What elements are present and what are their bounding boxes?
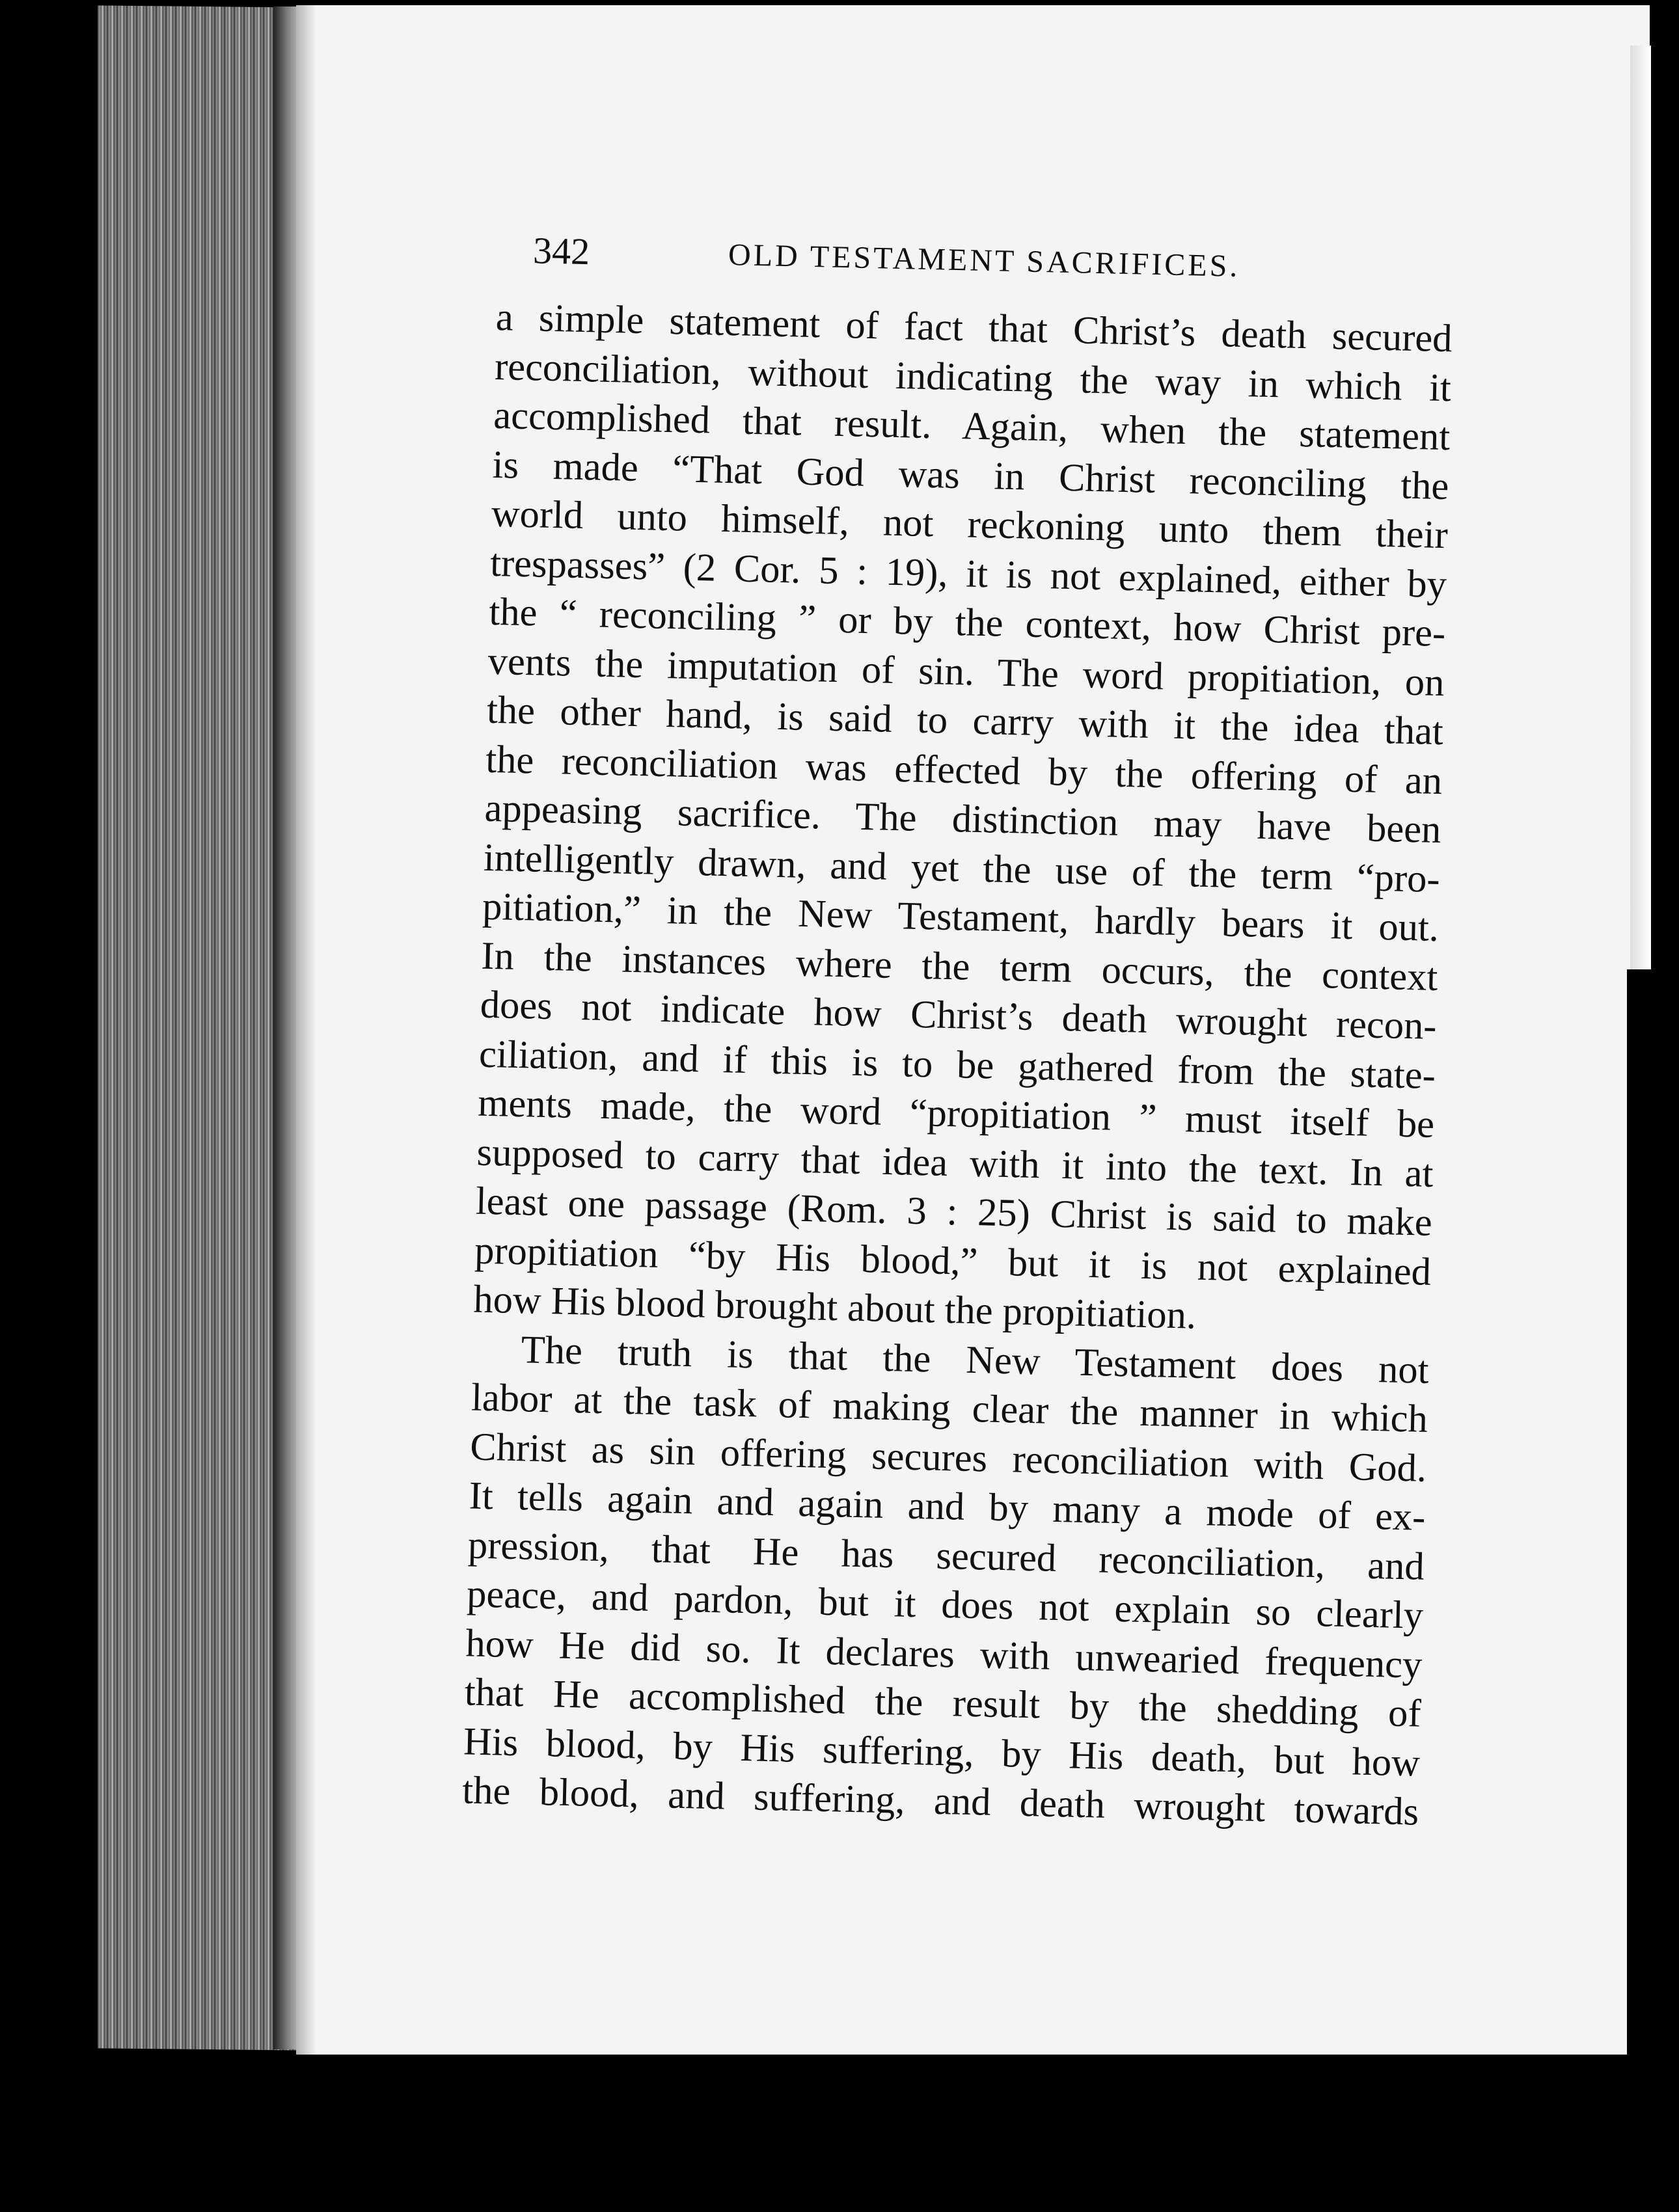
text-line: labor at the task of making clear the manner in which	[471, 1375, 1428, 1441]
text-line: the other hand, is said to carry with it the idea that	[486, 688, 1444, 754]
page-number: 342	[532, 229, 590, 273]
text-line: propitiation “by His blood,” but it is not explained	[474, 1228, 1432, 1294]
text-line: ciliation, and if this is to be gathered from the state-	[478, 1032, 1436, 1098]
text-line: does not indicate how Christ’s death wrought recon-	[480, 982, 1438, 1049]
text-line: trespasses” (2 Cor. 5 : 19), it is not explained, either by	[489, 541, 1447, 606]
text-line: In the instances where the term occurs, the context	[480, 934, 1438, 999]
paragraph-2	[462, 1324, 1462, 1837]
dark-border	[1627, 969, 1653, 2056]
text-line: accomplished that result. Again, when the statement	[493, 393, 1451, 459]
text-line: least one passage (Rom. 3 : 25) Christ is said to make	[475, 1179, 1433, 1245]
text-line: is made “That God was in Christ reconciling the	[491, 442, 1450, 508]
text-line: the blood, and suffering, and death wrought towards	[461, 1768, 1419, 1834]
text-line: Christ as sin offering secures reconciliation with God.	[469, 1425, 1427, 1490]
text-line: reconciliation, without indicating the way in which it	[494, 344, 1452, 410]
text-line: The truth is that the New Testament does not	[521, 1327, 1430, 1392]
text-line: It tells again and again and by many a mode of ex-	[469, 1474, 1426, 1539]
text-line: vents the imputation of sin. The word propitiation, on	[487, 639, 1445, 705]
text-line: the “ reconciling ” or by the context, how Christ pre-	[488, 589, 1446, 656]
binding-shadow	[273, 7, 299, 2049]
page-gutter	[296, 5, 316, 2055]
paragraph-1	[473, 293, 1486, 1347]
scan-speck	[485, 2114, 494, 2120]
running-head: OLD TESTAMENT SACRIFICES.	[728, 237, 1241, 284]
text-line: that He accomplished the result by the shedding of	[464, 1670, 1422, 1736]
text-line: intelligently drawn, and yet the use of the term “pro-	[483, 835, 1441, 901]
text-line: world unto himself, not reckoning unto them their	[491, 491, 1449, 558]
text-line: peace, and pardon, but it does not explain so clearly	[466, 1572, 1424, 1638]
text-line: pitiation,” in the New Testament, hardly bears it out.	[482, 884, 1440, 951]
page-text	[462, 228, 1487, 1837]
text-line: a simple statement of fact that Christ’s death secured	[495, 295, 1453, 361]
text-line: ments made, the word “propitiation ” must itself be	[477, 1081, 1435, 1146]
text-line: how His blood brought about the propitiation.	[472, 1277, 1197, 1338]
text-line: appeasing sacrifice. The distinction may have been	[484, 786, 1442, 852]
scan-speck	[560, 2166, 571, 2174]
text-line: supposed to carry that idea with it into the text. In at	[476, 1130, 1434, 1196]
scan-speck	[595, 2101, 601, 2105]
text-line: how He did so. It declares with unwearied frequency	[465, 1621, 1423, 1687]
text-line: pression, that He has secured reconciliation, and	[467, 1522, 1425, 1589]
facing-page-edge	[1630, 46, 1651, 969]
text-line: His blood, by His suffering, by His death, but how	[463, 1719, 1421, 1785]
text-line: the reconciliation was effected by the offering of an	[485, 737, 1443, 803]
